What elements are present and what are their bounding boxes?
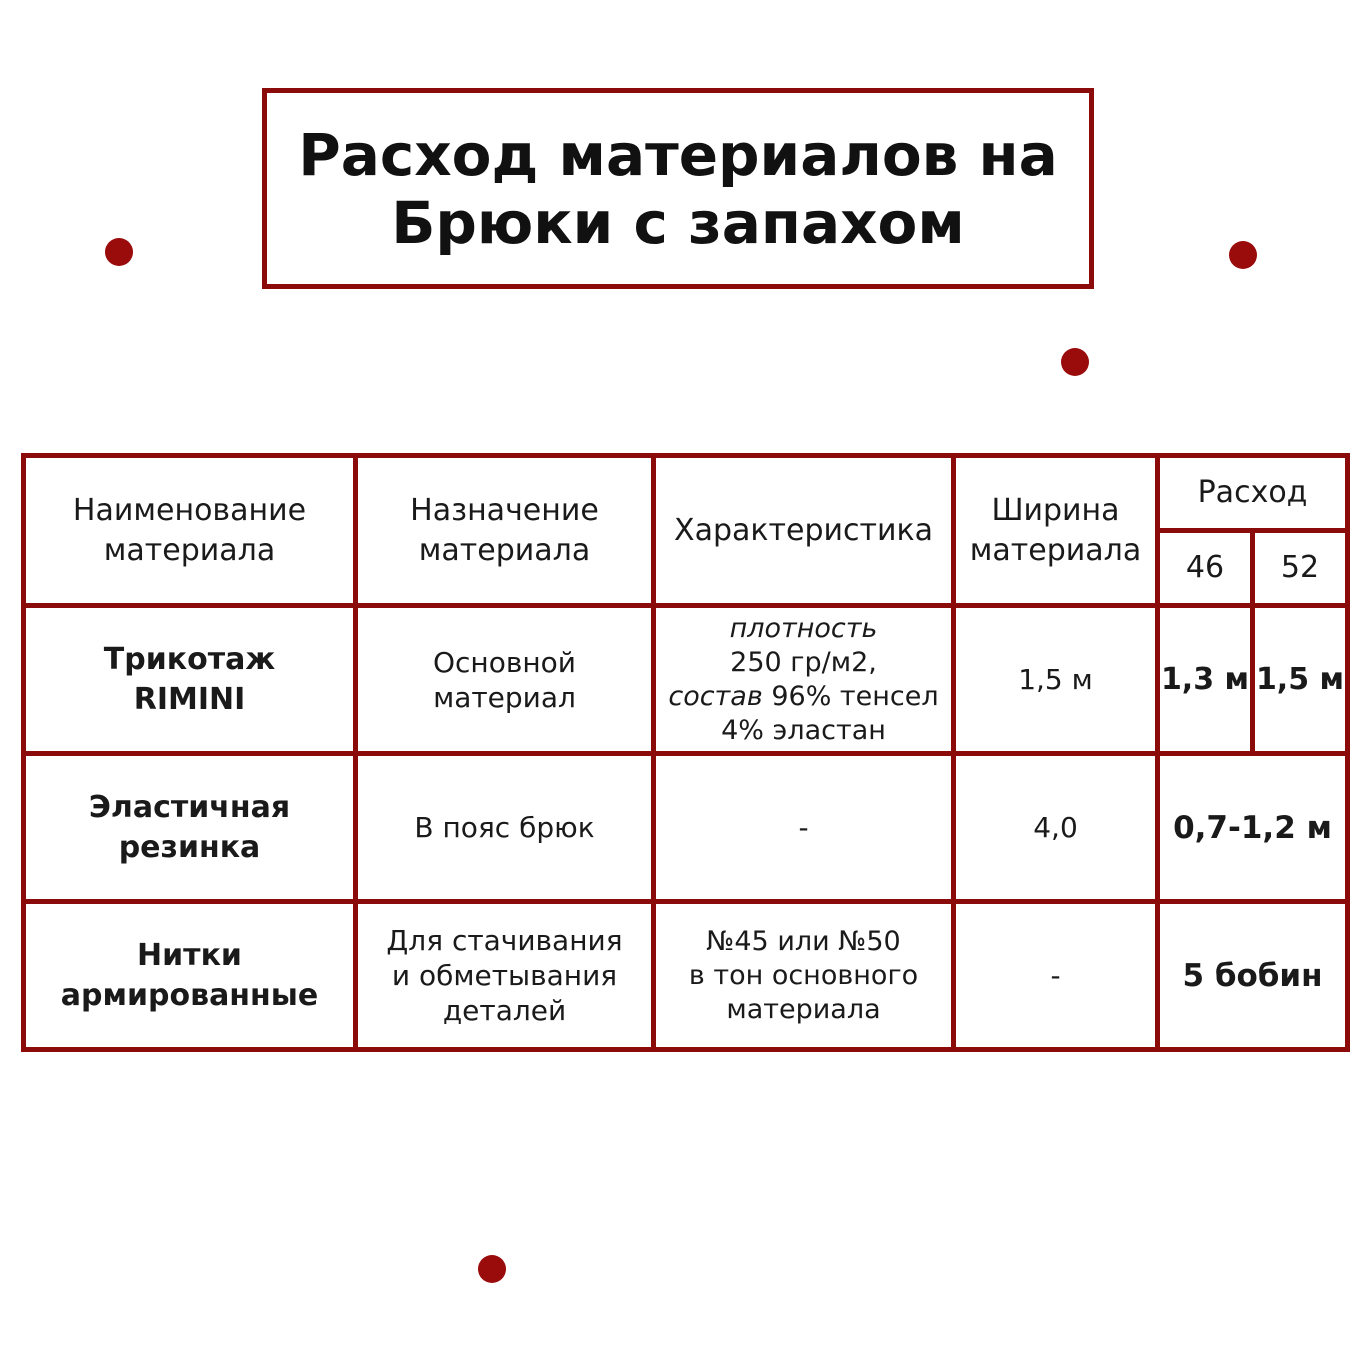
row-consumption: 0,7-1,2 м	[1158, 754, 1348, 902]
page-title-line-2: Брюки с запахом	[391, 188, 965, 257]
row-consumption-size-46: 1,3 м	[1158, 606, 1253, 754]
header-size-52: 52	[1253, 531, 1348, 606]
header-material-width: Ширина материала	[954, 456, 1158, 606]
row-material-width: 1,5 м	[954, 606, 1158, 754]
decorative-dot	[1061, 348, 1089, 376]
row-material-name: Эластичная резинка	[24, 754, 356, 902]
decorative-dot	[1229, 241, 1257, 269]
row-material-purpose: Для стачивания и обметывания деталей	[356, 902, 654, 1050]
table-row	[24, 902, 1348, 1050]
header-material-purpose: Назначение материала	[356, 456, 654, 606]
header-size-46: 46	[1158, 531, 1253, 606]
table-header-row	[24, 456, 1348, 531]
row-characteristic: №45 или №50 в тон основного материала	[654, 902, 954, 1050]
header-consumption: Расход	[1158, 456, 1348, 531]
row-material-width: -	[954, 902, 1158, 1050]
row-material-width: 4,0	[954, 754, 1158, 902]
page-title-line-1: Расход материалов на	[298, 120, 1058, 189]
row-material-purpose: Основной материал	[356, 606, 654, 754]
row-characteristic: плотность 250 гр/м2, состав 96% тенсел 4% эластан	[654, 606, 954, 754]
header-characteristic: Характеристика	[654, 456, 954, 606]
decorative-dot	[478, 1255, 506, 1283]
title-box	[262, 88, 1094, 289]
row-consumption-size-52: 1,5 м	[1253, 606, 1348, 754]
row-material-purpose: В пояс брюк	[356, 754, 654, 902]
row-material-name: Нитки армированные	[24, 902, 356, 1050]
row-consumption: 5 бобин	[1158, 902, 1348, 1050]
decorative-dot	[105, 238, 133, 266]
table-row	[24, 606, 1348, 754]
materials-table	[21, 453, 1350, 1052]
table-row	[24, 754, 1348, 902]
header-material-name: Наименование материала	[24, 456, 356, 606]
row-characteristic: -	[654, 754, 954, 902]
row-material-name: Трикотаж RIMINI	[24, 606, 356, 754]
